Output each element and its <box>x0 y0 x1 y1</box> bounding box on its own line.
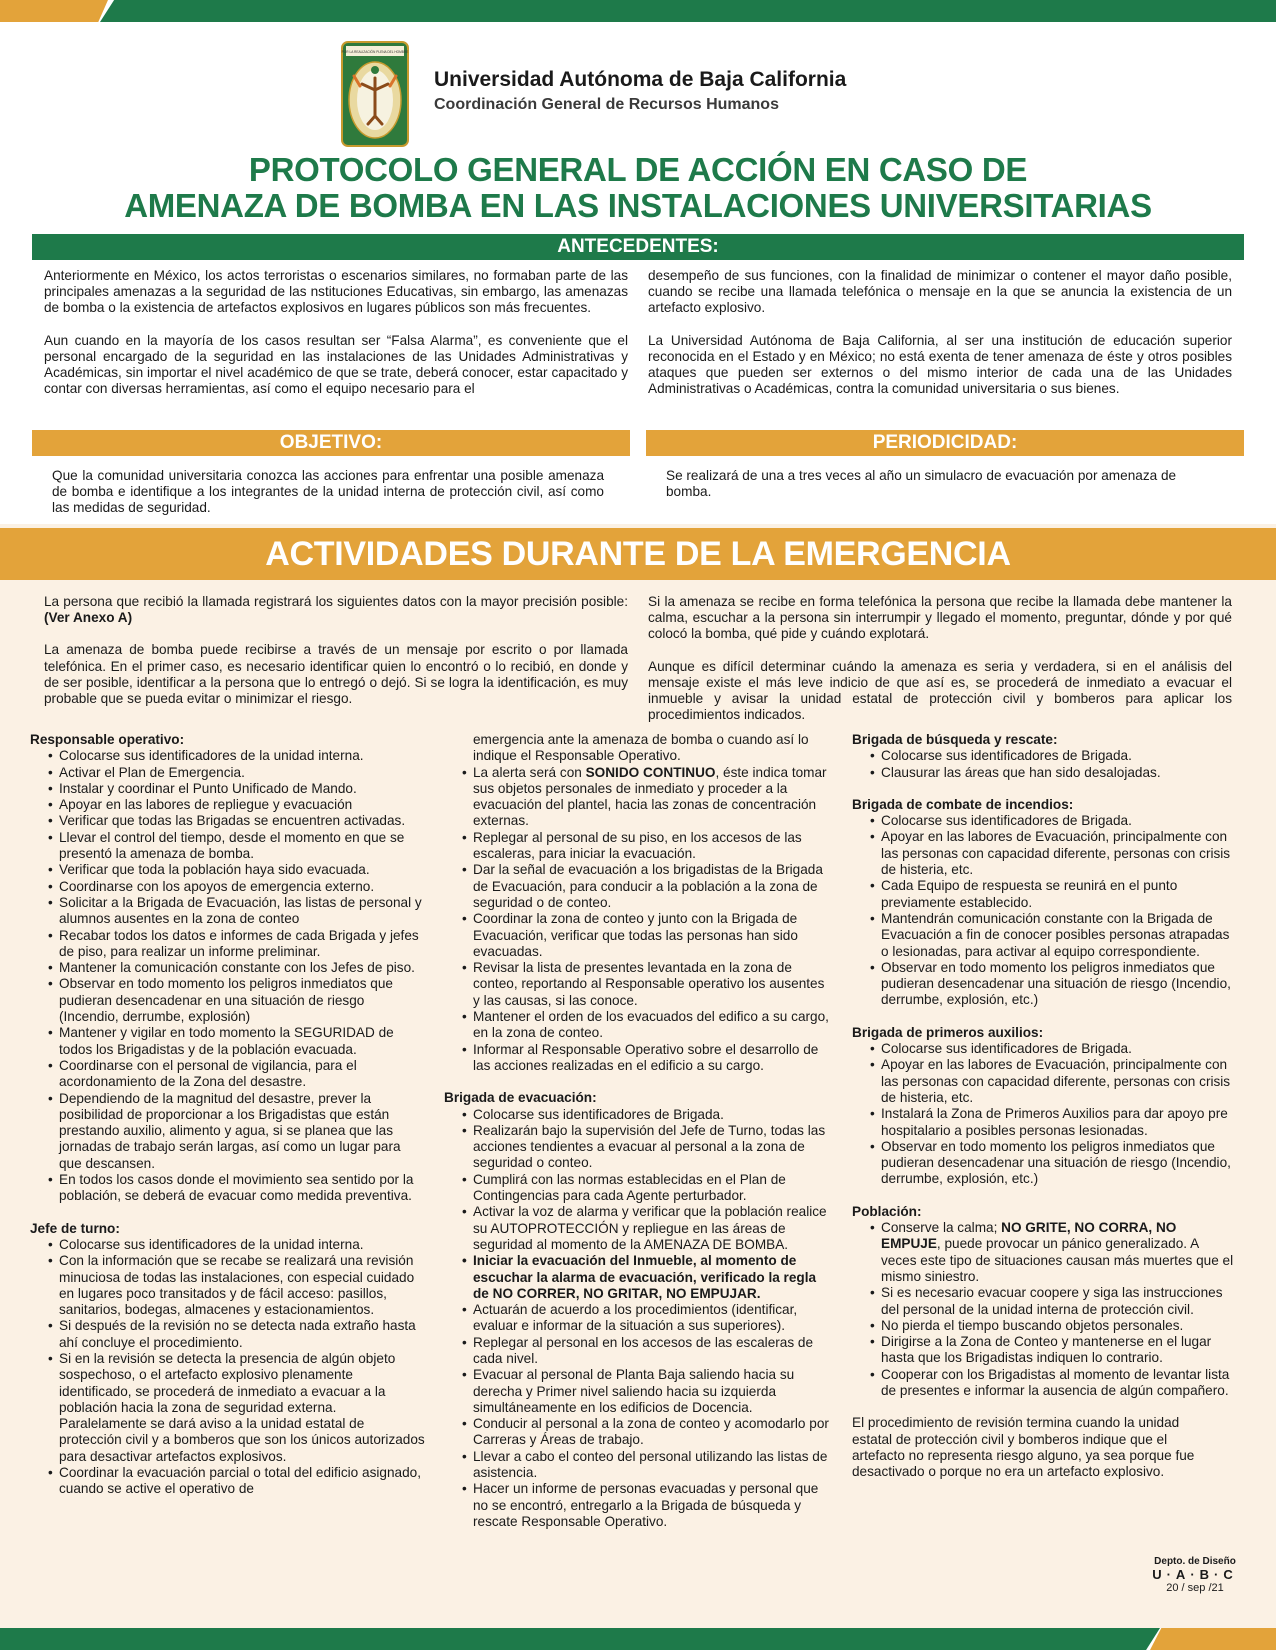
list-item: • Evacuar al personal de Planta Baja saliendo hacia su derecha y Primer nivel saliendo hacia su izquierda simultáneamente en los edificios de Docencia. <box>462 1367 834 1416</box>
list-item: • Observar en todo momento los peligros inmediatos que pudieran desencadenar en una situación de riesgo (Incendio, derrumbe, explosión) <box>48 976 426 1025</box>
column-2 <box>444 732 834 1546</box>
auxilios-title: Brigada de primeros auxilios: <box>852 1024 1044 1040</box>
antecedentes-right-p2: La Universidad Autónoma de Baja California, al ser una institución de educación superior reconocida en el Estado y en México; no está exenta de tener amenaza de éste y otros posibles ataques que pueden ser externos o del mismo interior de cada una de las Unidades Administrativas o Académicas, contra la comunidad universitaria o sus bienes. <box>648 332 1232 397</box>
list-item: • Colocarse sus identificadores de la unidad interna. <box>48 748 426 764</box>
actividades-left-p1 <box>44 594 628 626</box>
list-item: • Revisar la lista de presentes levantada en la zona de conteo, reportando al Responsable operativo los ausentes y las causas, si las conoce. <box>462 960 834 1009</box>
list-item: • Apoyar en las labores de Evacuación, principalmente con las personas con capacidad diferente, personas con crisis de histeria, etc. <box>870 829 1236 878</box>
list-item: • Realizarán bajo la supervisión del Jefe de Turno, todas las acciones tendientes a evacuar al personal a la zona de seguridad o conteo. <box>462 1123 834 1172</box>
list-item: • Colocarse sus identificadores de Brigada. <box>870 813 1236 829</box>
evacuacion-list <box>462 1107 834 1531</box>
stamp-date: 20 / sep /21 <box>1166 1582 1224 1594</box>
list-item: • Hacer un informe de personas evacuadas y personal que no se encontró, entregarlo a la Brigada de búsqueda y rescate Responsable Operativo. <box>462 1481 834 1530</box>
list-item: • Replegar al personal de su piso, en los accesos de las escaleras, para iniciar la evacuación. <box>462 830 834 863</box>
responsable-list <box>48 748 426 1204</box>
no-grite-text: NO GRITE, NO CORRA, NO EMPUJE <box>881 1220 1177 1252</box>
list-item: • Colocarse sus identificadores de la unidad interna. <box>48 1237 426 1253</box>
list-item: • Colocarse sus identificadores de Brigada. <box>462 1107 834 1123</box>
evacuacion-title: Brigada de evacuación: <box>444 1090 597 1106</box>
list-item: • Si es necesario evacuar coopere y siga las instrucciones del personal de la unidad interna de protección civil. <box>870 1285 1236 1318</box>
actividades-left-p2: La amenaza de bomba puede recibirse a través de un mensaje por escrito o por llamada telefónica. En el primer caso, es necesario identificar quien lo encontró o lo recibió, en donde y de ser posible, identificar a la persona que lo entregó o dejó. Si se logra la identificación, es muy probable que se pueda evitar o minimizar el riesgo. <box>44 642 628 707</box>
list-item <box>870 1220 1236 1285</box>
periodicidad-text: Se realizará de una a tres veces al año un simulacro de evacuación por amenaza de bomba. <box>666 468 1177 500</box>
actividades-left-p1-text: La persona que recibió la llamada registrará los siguientes datos con la mayor precisión posible: <box>44 594 628 609</box>
list-item: • Actuarán de acuerdo a los procedimientos (identificar, evaluar e informar de la situación a sus superiores). <box>462 1302 834 1335</box>
stamp-dept: Depto. de Diseño <box>1154 1556 1236 1567</box>
actividades-banner: ACTIVIDADES DURANTE DE LA EMERGENCIA <box>0 528 1276 580</box>
list-item: • Coordinarse con los apoyos de emergencia externo. <box>48 879 426 895</box>
actividades-right <box>648 594 1232 739</box>
list-item: • Clausurar las áreas que han sido desalojadas. <box>870 765 1236 781</box>
list-item: • Activar el Plan de Emergencia. <box>48 765 426 781</box>
sonido-continuo: SONIDO CONTINUO <box>585 764 716 780</box>
closing-paragraph: El procedimiento de revisión termina cuando la unidad estatal de protección civil y bomberos indique que el artefacto no representa riesgo alguno, ya sea porque fue desactivado o porque no era un artefacto explosivo. <box>852 1415 1195 1480</box>
poblacion-title: Población: <box>852 1203 922 1219</box>
list-item: • Apoyar en las labores de Evacuación, principalmente con las personas con capacidad diferente, personas con crisis de histeria, etc. <box>870 1057 1236 1106</box>
poblacion-list <box>870 1220 1236 1399</box>
list-item: • Si en la revisión se detecta la presencia de algún objeto sospechoso, o el artefacto explosivo plenamente identificado, se procederá de inmediato a evacuar a la población hacia la zona de seguridad externa. Paralelamente se dará aviso a la unidad estatal de protección civil y a bomberos que son los únicos autorizados para desactivar artefactos explosivos. <box>48 1351 426 1465</box>
list-item: • Colocarse sus identificadores de Brigada. <box>870 748 1236 764</box>
calma-text: Conserve la calma; <box>881 1220 1002 1236</box>
list-item: • Cada Equipo de respuesta se reunirá en el punto previamente establecido. <box>870 878 1236 911</box>
department-name: Coordinación General de Recursos Humanos <box>434 96 779 113</box>
antecedentes-left <box>44 268 628 413</box>
list-item: • Coordinar la zona de conteo y junto con la Brigada de Evacuación, verificar que todas las personas han sido evacuadas. <box>462 911 834 960</box>
list-item: • Cooperar con los Brigadistas al momento de levantar lista de presentes e informar la ausencia de algún compañero. <box>870 1367 1236 1400</box>
list-item: • En todos los casos donde el movimiento sea sentido por la población, se deberá de evacuar como medida preventiva. <box>48 1172 426 1205</box>
list-item: • Mantener y vigilar en todo momento la SEGURIDAD de todos los Brigadistas y de la población evacuada. <box>48 1025 426 1058</box>
responsable-title: Responsable operativo: <box>30 732 185 747</box>
bottom-orange-stripe <box>1150 1628 1276 1650</box>
actividades-right-p2: Aunque es difícil determinar cuándo la amenaza es seria y verdadera, si en el análisis del mensaje existe el más leve indicio de que así es, se procederá de inmediato a evacuar el inmueble y avisar la unidad estatal de protección civil y bomberos para aplicar los procedimientos indicados. <box>648 658 1232 723</box>
list-item: • Iniciar la evacuación del Inmueble, al momento de escuchar la alarma de evacuación, verificado la regla de NO CORRER, NO GRITAR, NO EMPUJAR. <box>462 1253 834 1302</box>
antecedentes-right-p1: desempeño de sus funciones, con la finalidad de minimizar o contener el mayor daño posible, cuando se recibe una llamada telefónica o mensaje en la que se anuncia la existencia de un artefacto explosivo. <box>648 268 1232 316</box>
list-item: • Observar en todo momento los peligros inmediatos que pudieran desencadenar una situación de riesgo (Incendio, derrumbe, explosión, etc.) <box>870 960 1236 1009</box>
list-item: • Solicitar a la Brigada de Evacuación, las listas de personal y alumnos ausentes en la zona de conteo <box>48 895 426 928</box>
list-item: • Recabar todos los datos e informes de cada Brigada y jefes de piso, para realizar un informe preliminar. <box>48 928 426 961</box>
jefe-list-continued <box>462 732 834 1074</box>
column-1 <box>30 732 426 1514</box>
incendios-title: Brigada de combate de incendios: <box>852 796 1074 812</box>
university-name: Universidad Autónoma de Baja California <box>434 68 847 91</box>
list-item: • Instalará la Zona de Primeros Auxilios para dar apoyo pre hospitalario a posibles personas lesionadas. <box>870 1106 1236 1139</box>
list-item: • Con la información que se recabe se realizará una revisión minuciosa de todas las instalaciones, con especial cuidado en lugares poco transitados y de fácil acceso: pasillos, sanitarios, bodegas, almacenes y estacionamientos. <box>48 1253 426 1318</box>
page-title-line1: PROTOCOLO GENERAL DE ACCIÓN EN CASO DE <box>248 151 1028 188</box>
top-color-bar <box>0 0 1276 22</box>
list-item: • Observar en todo momento los peligros inmediatos que pudieran desencadenar una situación de riesgo (Incendio, derrumbe, explosión, etc.) <box>870 1139 1236 1188</box>
busqueda-list <box>870 748 1236 781</box>
list-item: • Llevar a cabo el conteo del personal utilizando las listas de asistencia. <box>462 1449 834 1482</box>
list-item: • Dar la señal de evacuación a los brigadistas de la Brigada de Evacuación, para conducir a la población a la zona de seguridad o de conteo. <box>462 862 834 911</box>
top-green-stripe <box>100 0 1276 22</box>
jefe-title: Jefe de turno: <box>30 1220 120 1236</box>
antecedentes-header: ANTECEDENTES: <box>32 234 1244 260</box>
list-item: • No pierda el tiempo buscando objetos personales. <box>870 1318 1236 1334</box>
list-item: • Coordinar la evacuación parcial o total del edificio asignado, cuando se active el operativo de <box>48 1465 426 1498</box>
list-item: • Instalar y coordinar el Punto Unificado de Mando. <box>48 781 426 797</box>
list-item: • Apoyar en las labores de repliegue y evacuación <box>48 797 426 813</box>
alerta-rest: , éste indica tomar sus objetos personales de inmediato y proceder a la evacuación del plantel, hacia las zonas de concentración externas. <box>473 764 827 829</box>
page-title <box>40 152 1236 224</box>
list-item: • Mantener el orden de los evacuados del edifico a su cargo, en la zona de conteo. <box>462 1009 834 1042</box>
anexo-a-reference: (Ver Anexo A) <box>44 610 133 626</box>
list-item: • Dirigirse a la Zona de Conteo y mantenerse en el lugar hasta que los Brigadistas indiquen lo contrario. <box>870 1334 1236 1367</box>
bottom-green-stripe <box>0 1628 1160 1650</box>
list-item: • Si después de la revisión no se detecta nada extraño hasta ahí concluye el procedimiento. <box>48 1318 426 1351</box>
list-item: • Conducir al personal a la zona de conteo y acomodarlo por Carreras y Áreas de trabajo. <box>462 1416 834 1449</box>
bottom-color-bar <box>0 1628 1276 1650</box>
auxilios-list <box>870 1041 1236 1188</box>
list-item: • Llevar el control del tiempo, desde el momento en que se presentó la amenaza de bomba. <box>48 830 426 863</box>
actividades-right-p1: Si la amenaza se recibe en forma telefónica la persona que recibe la llamada debe mantener la calma, escuchar a la persona sin interrumpir y llegado el momento, preguntar, dónde y por qué colocó la bomba, qué pide y cuándo explotará. <box>648 594 1232 642</box>
list-item: • Replegar al personal en los accesos de las escaleras de cada nivel. <box>462 1335 834 1368</box>
list-item: • Verificar que toda la población haya sido evacuada. <box>48 862 426 878</box>
incendios-list <box>870 813 1236 1009</box>
list-item: • Informar al Responsable Operativo sobre el desarrollo de las acciones realizadas en el edificio a su cargo. <box>462 1042 834 1075</box>
list-item: • Activar la voz de alarma y verificar que la población realice su AUTOPROTECCIÓN y repliegue en las áreas de seguridad al momento de la AMENAZA DE BOMBA. <box>462 1204 834 1253</box>
column-3 <box>852 732 1236 1480</box>
antecedentes-right <box>648 268 1232 413</box>
list-item <box>462 765 834 830</box>
uabc-crest-logo <box>340 40 410 148</box>
periodicidad-header: PERIODICIDAD: <box>646 430 1244 456</box>
objetivo-header: OBJETIVO: <box>32 430 630 456</box>
list-item: • Verificar que todas las Brigadas se encuentren activadas. <box>48 813 426 829</box>
list-item: • Coordinarse con el personal de vigilancia, para el acordonamiento de la Zona del desastre. <box>48 1058 426 1091</box>
list-item: • Mantener la comunicación constante con los Jefes de piso. <box>48 960 426 976</box>
list-item: • Dependiendo de la magnitud del desastre, prever la posibilidad de proporcionar a los Brigadistas que están prestando auxilio, alimento y agua, si se planea que las jornadas de trabajo serán largas, así como un lugar para que descansen. <box>48 1091 426 1172</box>
antecedentes-left-p1: Anteriormente en México, los actos terroristas o escenarios similares, no formaban parte de las principales amenazas a la seguridad de las nstituciones Educativas, sin embargo, las amenazas de bomba o la existencia de artefactos explosivos en lugares públicos son más frecuentes. <box>44 268 628 316</box>
antecedentes-left-p2: Aun cuando en la mayoría de los casos resultan ser “Falsa Alarma”, es conveniente que el personal encargado de la seguridad en las instalaciones de las Unidades Administrativas y Académicas, sin importar el nivel académico de que se trate, deberá conocer, estar capacitado y contar con diversas herramientas, así como el equipo necesario para el <box>44 332 628 397</box>
list-item: • Colocarse sus identificadores de Brigada. <box>870 1041 1236 1057</box>
design-stamp <box>1150 1556 1240 1594</box>
objetivo-text: Que la comunidad universitaria conozca las acciones para enfrentar una posible amenaza de bomba e identifique a los integrantes de la unidad interna de protección civil, así como las medidas de seguridad. <box>52 468 604 516</box>
page-title-line2: AMENAZA DE BOMBA EN LAS INSTALACIONES UNIVERSITARIAS <box>124 187 1152 224</box>
actividades-left <box>44 594 628 723</box>
stamp-uabc: U·A·B·C <box>1152 1567 1238 1582</box>
alerta-text: La alerta será con <box>473 764 586 780</box>
crest-motto: POR LA REALIZACIÓN PLENA DEL HOMBRE <box>341 50 409 54</box>
jefe-list <box>48 1237 426 1498</box>
list-item: • Mantendrán comunicación constante con la Brigada de Evacuación a fin de conocer posibles personas atrapadas o lesionadas, para activar al equipo correspondiente. <box>870 911 1236 960</box>
top-orange-stripe <box>0 0 108 22</box>
list-item-continued: emergencia ante la amenaza de bomba o cuando así lo indique el Responsable Operativo. <box>473 732 809 764</box>
busqueda-title: Brigada de búsqueda y rescate: <box>852 732 1058 747</box>
list-item: • Cumplirá con las normas establecidas en el Plan de Contingencias para cada Agente perturbador. <box>462 1172 834 1205</box>
calma-rest: , puede provocar un pánico generalizado. A veces este tipo de situaciones causan más muertes que el mismo siniestro. <box>881 1236 1234 1284</box>
